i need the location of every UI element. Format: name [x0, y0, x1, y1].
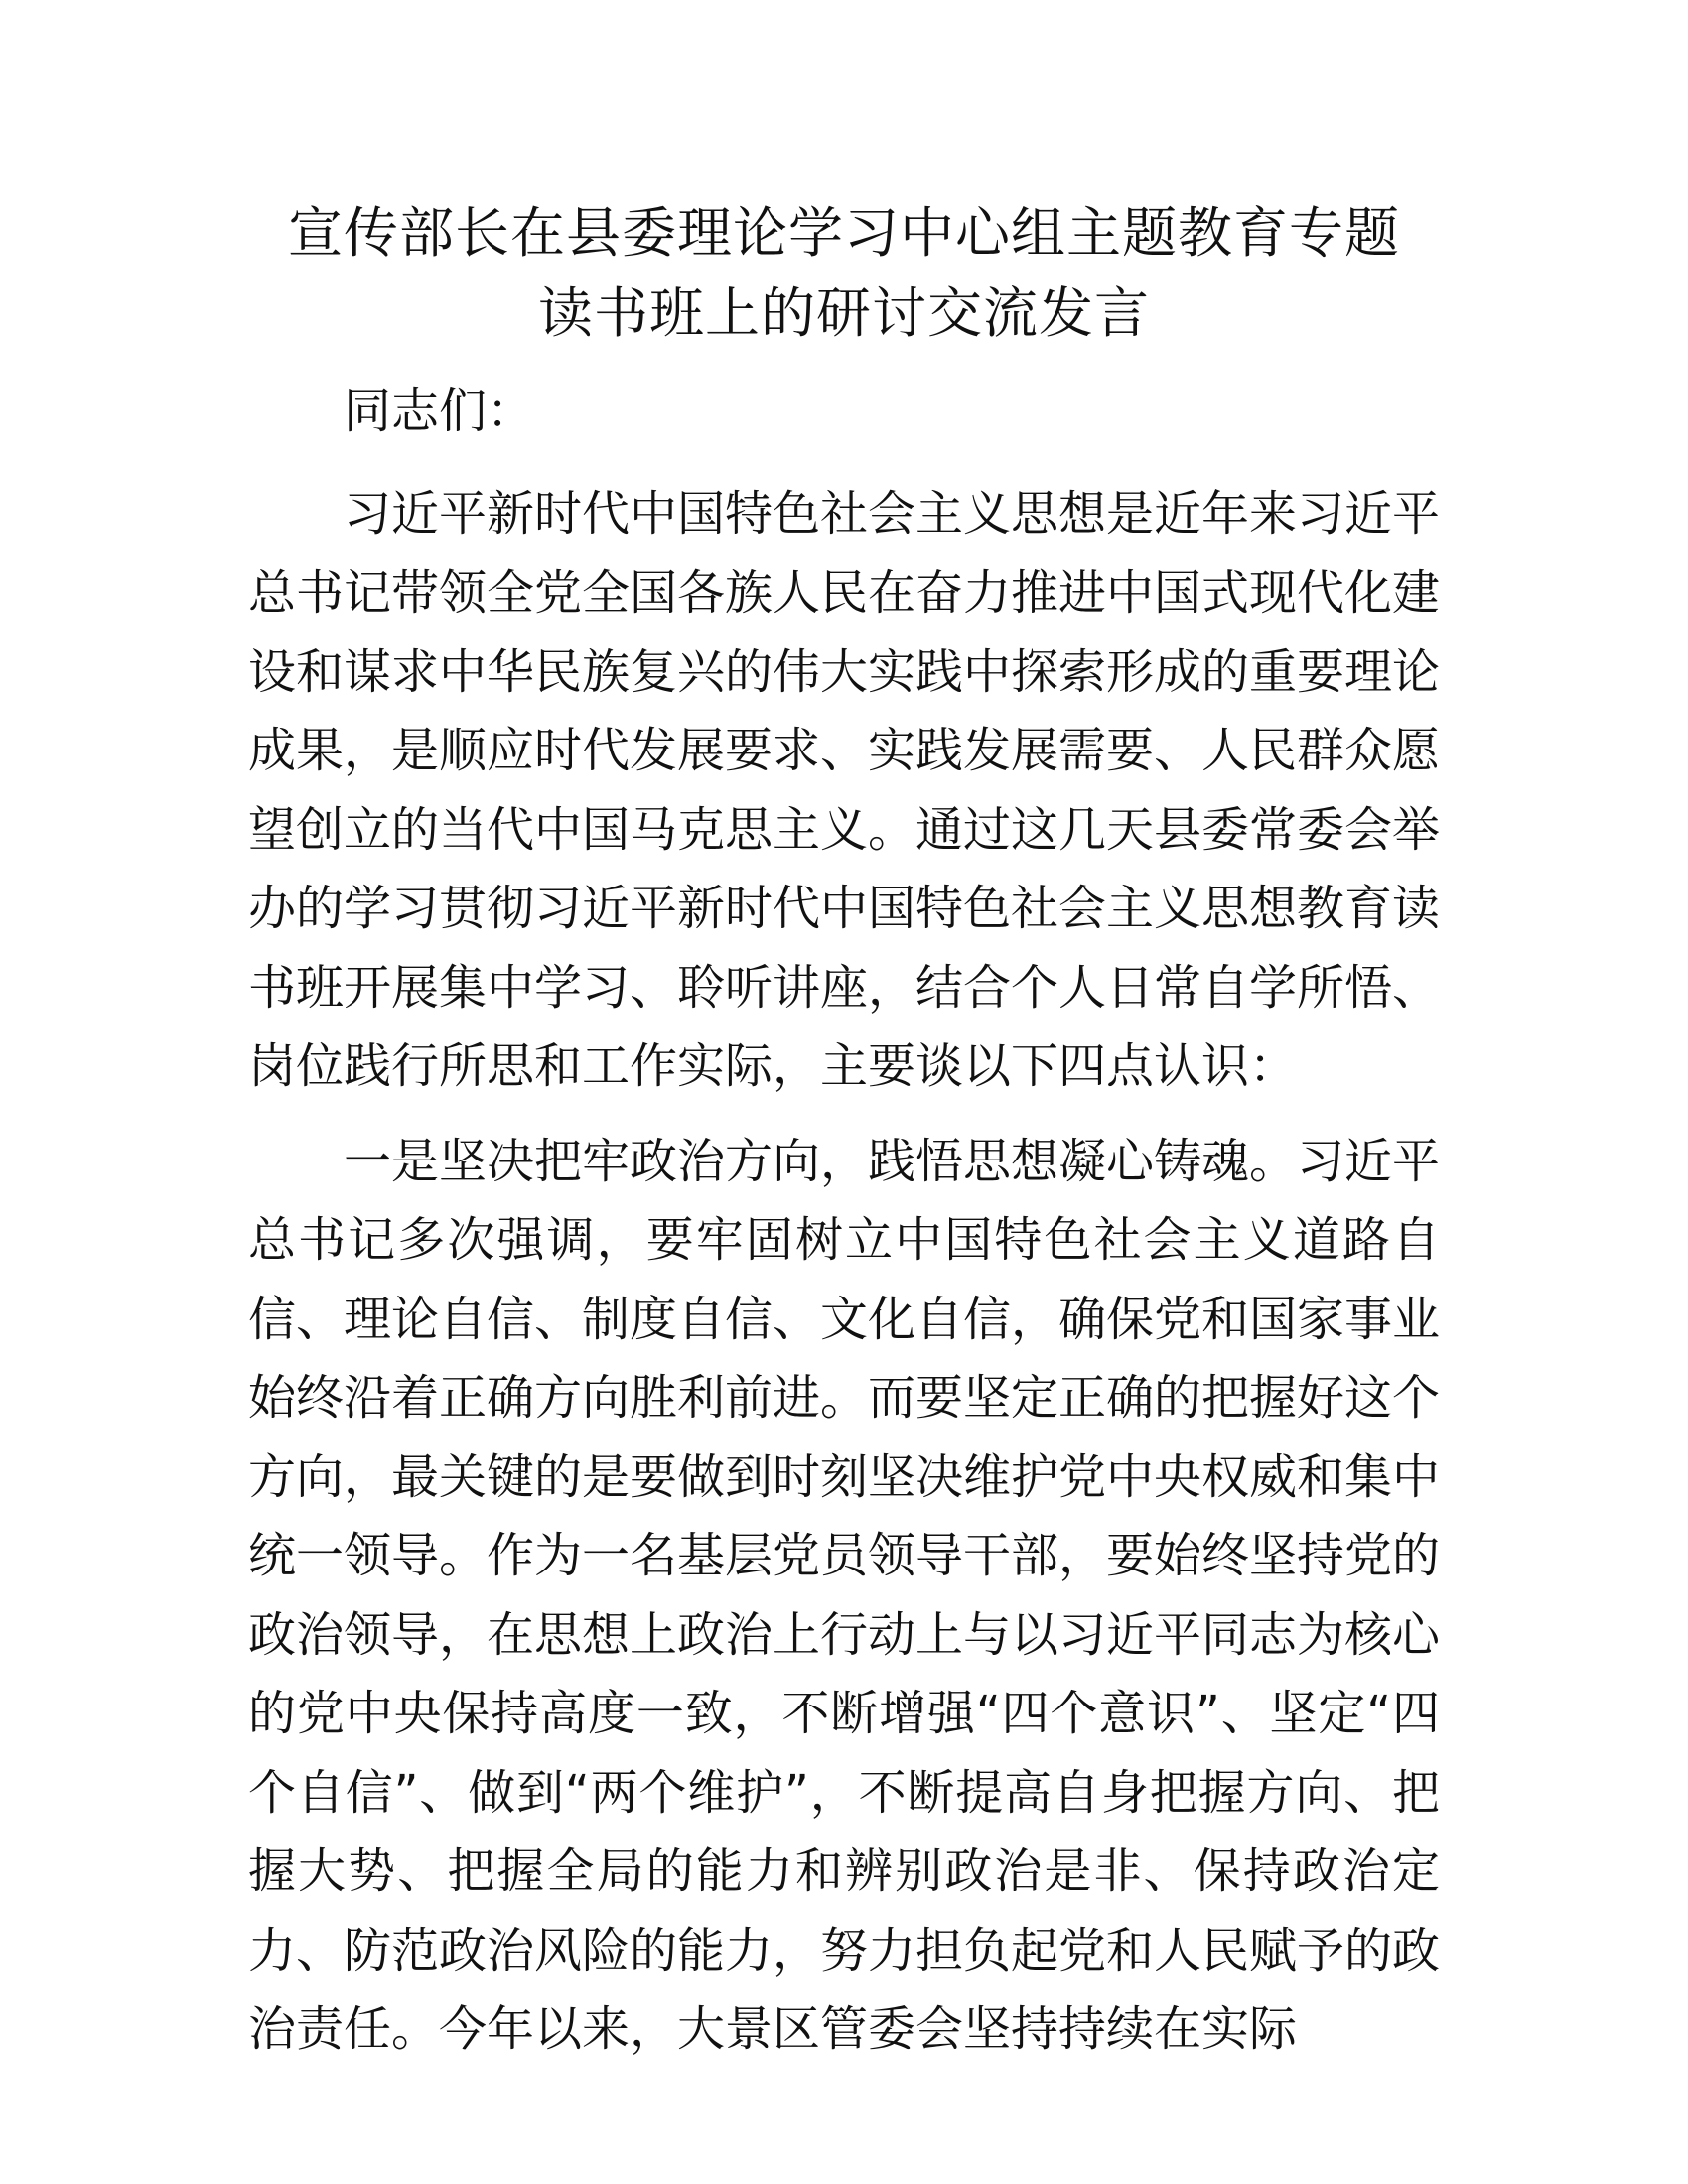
document-body — [248, 194, 1440, 2070]
title-line-1: 宣传部长在县委理论学习中心组主题教育专题 — [287, 202, 1400, 265]
document-title — [248, 194, 1440, 352]
title-line-2: 读书班上的研讨交流发言 — [537, 281, 1150, 344]
paragraph-2: 一是坚决把牢政治方向，践悟思想凝心铸魂。习近平总书记多次强调，要牢固树立中国特色社会主义道路自信、理论自信、制度自信、文化自信，确保党和国家事业始终沿着正确方向胜利前进。而要坚定正确的把握好这个方向，最关键的是要做到时刻坚决维护党中央权威和集中统一领导。作为一名基层党员领导干部，要始终坚持党的政治领导，在思想上政治上行动上与以习近平同志为核心的党中央保持高度一致，不断增强“四个意识”、坚定“四个自信”、做到“两个维护”，不断提高自身把握方向、把握大势、把握全局的能力和辨别政治是非、保持政治定力、防范政治风险的能力，努力担负起党和人民赋予的政治责任。今年以来，大景区管委会坚持持续在实际 — [248, 1133, 1441, 2057]
paragraph-1: 习近平新时代中国特色社会主义思想是近年来习近平总书记带领全党全国各族人民在奋力推进中国式现代化建设和谋求中华民族复兴的伟大实践中探索形成的重要理论成果，是顺应时代发展要求、实践发展需要、人民群众愿望创立的当代中国马克思主义。通过这几天县委常委会举办的学习贯彻习近平新时代中国特色社会主义思想教育读书班开展集中学习、聆听讲座，结合个人日常自学所悟、岗位践行所思和工作实际，主要谈以下四点认识： — [248, 485, 1441, 1094]
salutation: 同志们： — [344, 383, 535, 439]
